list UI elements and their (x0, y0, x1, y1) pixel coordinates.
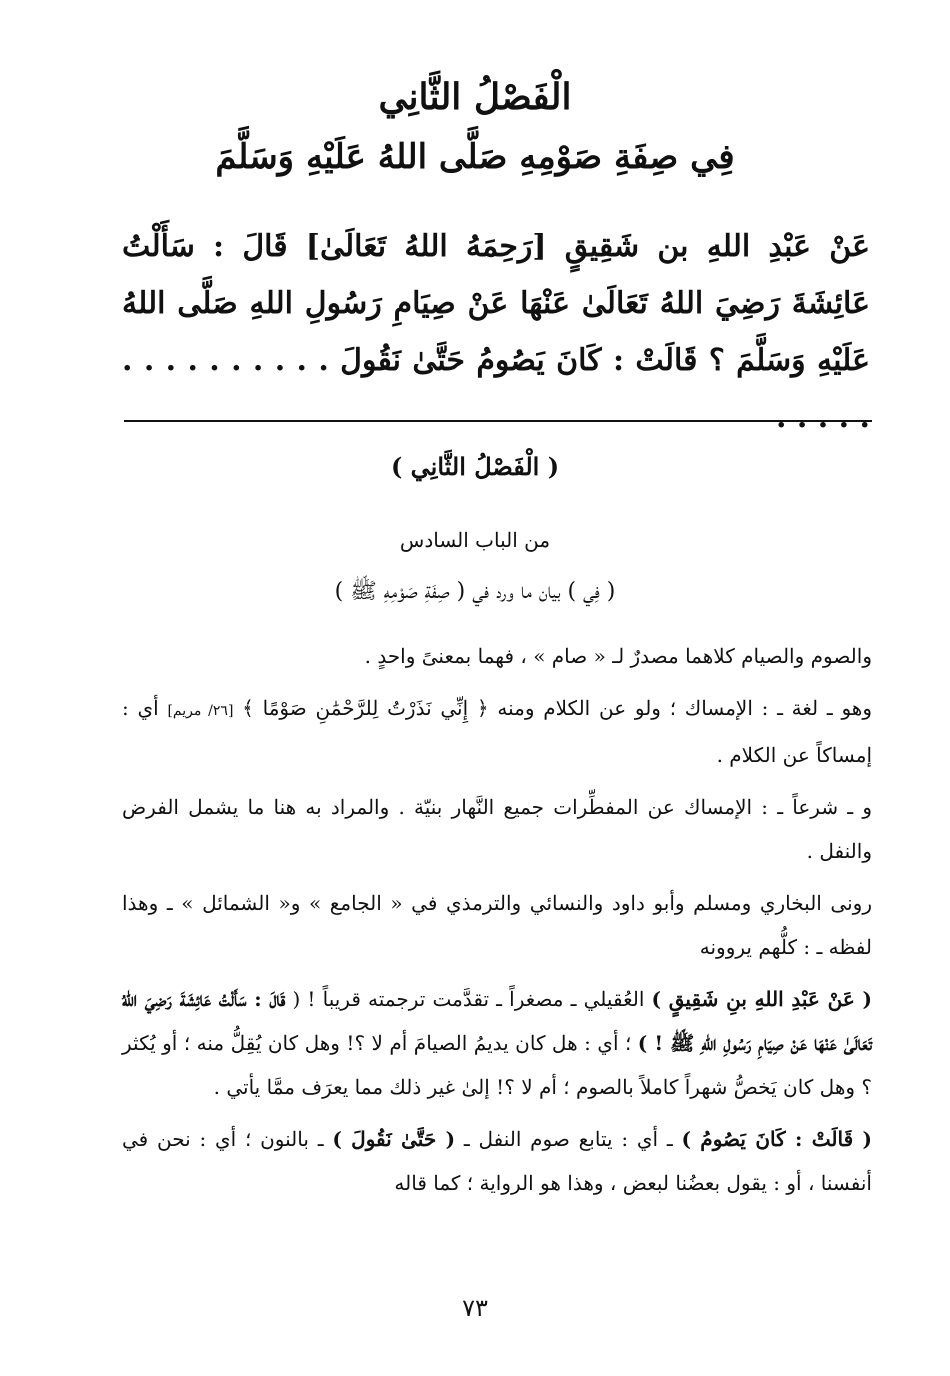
paragraph-2 (122, 686, 872, 777)
commentary-chapter: من الباب السادس (399, 528, 551, 552)
paragraph-5-narrator: ( عَنْ عَبْدِ اللهِ بنِ شَقِيقٍ ) (651, 987, 872, 1011)
paragraph-5-note: العُقيلي ـ مصغراً ـ تقدَّمت ترجمته قريباً ! ( (292, 987, 645, 1011)
commentary-heading: ( الْفَصْلُ الثَّانِي ) (390, 452, 560, 481)
hadith-text: عَنْ عَبْدِ اللهِ بن شَقِيقٍ [رَحِمَهُ اللهُ تَعَالَىٰ] قَالَ : سَأَلْتُ عَائِشَةَ رَضِيَ اللهُ تَعَالَىٰ عَنْهَا عَنْ صِيَامِ رَسُولِ اللهِ صَلَّى اللهُ عَلَيْهِ وَسَلَّمَ ؟ قَالَتْ : كَانَ يَصُومُ حَتَّىٰ نَقُولَ . . . . . . . . . . . . . . . (122, 229, 870, 435)
paragraph-2-text: وهو ـ لغة ـ : الإمساك ؛ ولو عن الكلام ومنه ﴿ إِنِّي نَذَرْتُ لِلرَّحْمَٰنِ صَوْمًا ﴾ (242, 696, 873, 720)
paragraph-6 (122, 1117, 872, 1205)
paragraph-2-end: أي : إمساكاً عن الكلام . (122, 696, 872, 767)
paragraph-6-note: ـ أي : يتابع صوم النفل ـ (463, 1127, 673, 1151)
commentary-topic: ( فِي ) بيان ما ورد في ( صِفَةِ صَوْمِهِ ﷺ ) (334, 579, 616, 604)
chapter-title: الْفَصْلُ الثَّانِي (378, 76, 572, 118)
paragraph-6-quote-1: ( قَالَتْ : كَانَ يَصُومُ ) (681, 1127, 872, 1151)
commentary-body (122, 634, 872, 1213)
paragraph-5 (122, 977, 872, 1109)
paragraph-4: رونى البخاري ومسلم وأبو داود والنسائي والترمذي في « الجامع » و« الشمائل » ـ وهذا لفظه ـ : كلُّهم يروونه (122, 891, 872, 959)
paragraph-3: و ـ شرعاً ـ : الإمساك عن المفطِّرات جميع النَّهار بنيّة . والمراد به هنا ما يشمل الفرض والنفل . (122, 795, 872, 863)
paragraph-5-explanation: ؛ أي : هل كان يديمُ الصيامَ أم لا ؟! وهل كان يُقِلُّ منه ؛ أو يُكثر ؟ وهل كان يَخصُّ شهراً كاملاً بالصوم ؛ أم لا ؟! إلىٰ غير ذلك مما يعرَف ممَّا يأتي . (122, 1031, 872, 1099)
paragraph-5-quote: قَالَ : سَأَلْتُ عَائِشَةَ رَضِيَ اللهُ تَعَالَىٰ عَنْهَا عَنْ صِيَامِ رَسُولِ اللهِ ﷺ ! ) (122, 987, 873, 1055)
chapter-subtitle: فِي صِفَةِ صَوْمِهِ صَلَّى اللهُ عَلَيْهِ وَسَلَّمَ (215, 137, 735, 177)
page-number: ٧٣ (462, 1294, 488, 1322)
quran-reference: [٢٦/ مريم] (167, 703, 234, 719)
separator-rule (124, 420, 872, 422)
paragraph-6-quote-2: ( حَتَّىٰ نَقُولَ ) (332, 1127, 456, 1151)
paragraph-1: والصوم والصيام كلاهما مصدرٌ لـ « صام » ، فهما بمعنىً واحدٍ . (364, 644, 872, 668)
paragraph-6-explanation: ـ بالنون ؛ أي : نحن في أنفسنا ، أو : يقول بعضُنا لبعض ، وهذا هو الرواية ؛ كما قاله (122, 1127, 872, 1195)
